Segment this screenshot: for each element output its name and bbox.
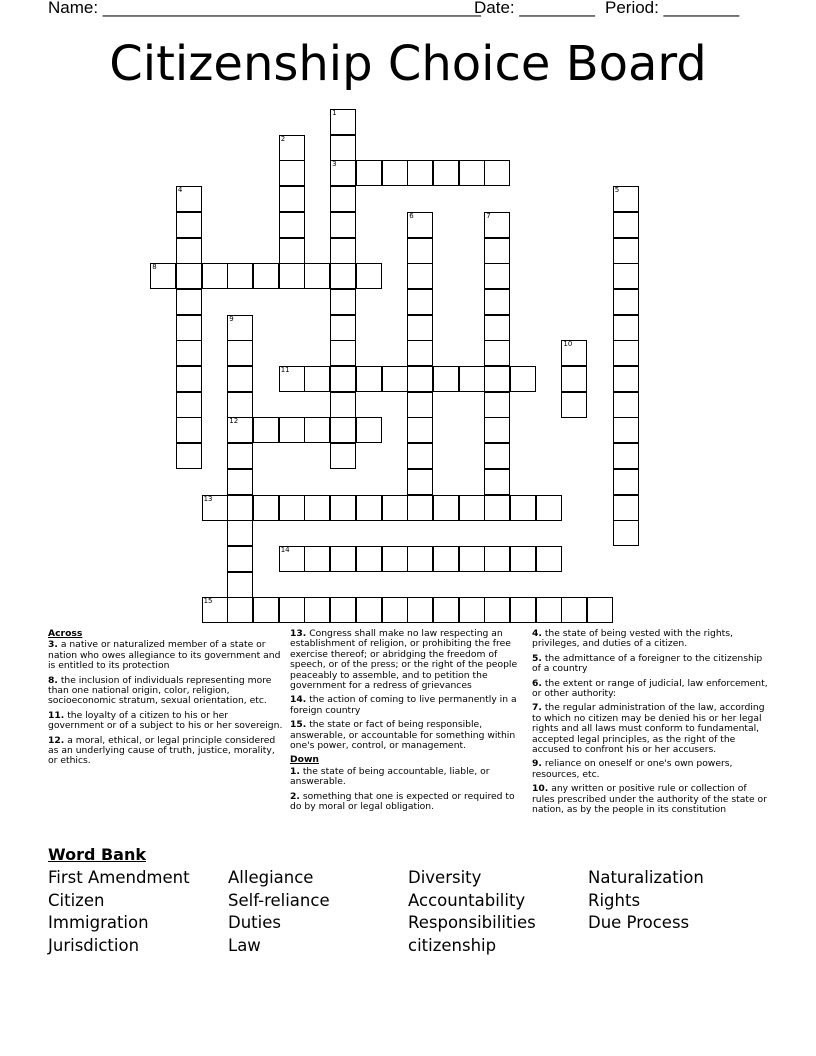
word-bank-item: Self-reliance — [228, 890, 330, 910]
crossword-cell[interactable] — [279, 160, 305, 186]
crossword-cell[interactable] — [227, 443, 253, 469]
crossword-cell[interactable] — [613, 520, 639, 546]
crossword-cell[interactable] — [613, 263, 639, 289]
word-bank-item: Rights — [588, 890, 641, 910]
clue-text: the regular administration of the law, according to which no citizen may be denied his or her legal rights and all laws must conform to fundamental, accepted legal principles, as the right of the accused to confront his or her accusers. — [532, 702, 765, 756]
crossword-cell[interactable] — [382, 366, 408, 392]
clue-number: 8. — [48, 674, 58, 686]
crossword-cell[interactable] — [176, 392, 202, 418]
crossword-cell[interactable] — [279, 212, 305, 238]
crossword-cell[interactable] — [510, 597, 536, 623]
word-bank-column-2 — [228, 867, 330, 957]
crossword-cell[interactable] — [561, 597, 587, 623]
crossword-cell[interactable] — [484, 238, 510, 264]
clue-number: 15. — [290, 719, 307, 731]
crossword-cell[interactable] — [176, 238, 202, 264]
crossword-cell[interactable] — [279, 238, 305, 264]
crossword-cell[interactable] — [176, 186, 202, 212]
crossword-cell[interactable] — [279, 186, 305, 212]
word-bank-title: Word Bank — [48, 845, 147, 864]
crossword-cell[interactable] — [407, 315, 433, 341]
crossword-cell[interactable] — [459, 546, 485, 572]
crossword-cell[interactable] — [484, 315, 510, 341]
cell-number: 6 — [409, 211, 414, 220]
clue-text: reliance on oneself or one's own powers, resources, etc. — [532, 758, 733, 780]
clue-number: 11. — [48, 709, 65, 721]
clue-text: the inclusion of individuals representing more than one national origin, color, religion, socioeconomic stratum, sexual orientation, etc. — [48, 674, 272, 707]
clue-text: the admittance of a foreigner to the citizenship of a country — [532, 652, 763, 675]
cell-number: 4 — [177, 186, 183, 195]
crossword-cell[interactable] — [330, 238, 356, 264]
word-bank-item: Jurisdiction — [48, 935, 140, 955]
crossword-cell[interactable] — [330, 263, 356, 289]
crossword-cell[interactable] — [561, 340, 587, 366]
crossword-cell[interactable] — [407, 212, 433, 238]
clues-column-2 — [290, 629, 526, 817]
word-bank-item: Due Process — [588, 913, 690, 933]
name-field[interactable]: Name: ________________________________________ — [48, 0, 481, 17]
crossword-cell[interactable] — [356, 160, 382, 186]
crossword-cell[interactable] — [304, 597, 330, 623]
crossword-cell[interactable] — [227, 263, 253, 289]
clue-number: 9. — [532, 758, 542, 770]
crossword-cell[interactable] — [484, 160, 510, 186]
cell-number: 15 — [203, 597, 213, 606]
crossword-cell[interactable] — [227, 520, 253, 546]
clue-number: 1. — [290, 765, 300, 777]
crossword-cell[interactable] — [330, 443, 356, 469]
crossword-cell[interactable] — [407, 340, 433, 366]
crossword-cell[interactable] — [382, 160, 408, 186]
cell-number: 9 — [229, 314, 234, 323]
word-bank-item: Diversity — [408, 868, 482, 887]
cell-number: 14 — [280, 545, 290, 554]
crossword-cell[interactable] — [433, 597, 459, 623]
crossword-cell[interactable] — [330, 546, 356, 572]
crossword-cell[interactable] — [330, 597, 356, 623]
crossword-cell[interactable] — [407, 495, 433, 521]
clue-text: any written or positive rule or collection of rules prescribed under the authority of the state or nation, as by the people in its constitution — [532, 783, 767, 816]
crossword-cell[interactable] — [433, 546, 459, 572]
clue-number: 14. — [290, 694, 307, 706]
clue-down-1 — [290, 767, 526, 788]
crossword-cell[interactable] — [433, 160, 459, 186]
crossword-cell[interactable] — [330, 366, 356, 392]
crossword-cell[interactable] — [459, 160, 485, 186]
clue-number: 4. — [532, 628, 542, 639]
word-bank-item: citizenship — [408, 935, 497, 955]
cell-number: 7 — [486, 211, 491, 220]
clue-text: Congress shall make no law respecting an establishment of religion, or prohibiting the free exercise thereof; or abridging the freedom of speech, or of the press; or the right of the people peaceably to assemble, and to petition the government for a redress of grievances — [290, 628, 518, 692]
cell-number: 13 — [203, 494, 213, 503]
clue-down-7 — [532, 703, 768, 755]
cell-number: 10 — [563, 340, 573, 349]
crossword-cell[interactable] — [356, 597, 382, 623]
crossword-cell[interactable] — [613, 495, 639, 521]
crossword-cell[interactable] — [382, 597, 408, 623]
crossword-cell[interactable] — [382, 495, 408, 521]
clue-across-12 — [48, 736, 284, 767]
crossword-cell[interactable] — [613, 443, 639, 469]
crossword-cell[interactable] — [407, 160, 433, 186]
word-bank-item: Immigration — [48, 913, 149, 933]
crossword-cell[interactable] — [356, 495, 382, 521]
crossword-cell[interactable] — [536, 597, 562, 623]
crossword-cell[interactable] — [407, 366, 433, 392]
crossword-cell[interactable] — [330, 392, 356, 418]
crossword-cell[interactable] — [433, 495, 459, 521]
clues-column-1 — [48, 629, 284, 771]
crossword-cell[interactable] — [227, 597, 253, 623]
clue-text: a native or naturalized member of a state or nation who owes allegiance to its government and is entitled to its protection — [48, 639, 281, 672]
crossword-cell[interactable] — [330, 160, 356, 186]
clue-across-14 — [290, 695, 526, 716]
crossword-cell[interactable] — [613, 340, 639, 366]
crossword-cell[interactable] — [484, 263, 510, 289]
crossword-cell[interactable] — [561, 392, 587, 418]
crossword-cell[interactable] — [484, 417, 510, 443]
clue-text: the state of being vested with the rights, privileges, and duties of a citizen. — [532, 628, 733, 650]
date-field[interactable]: Date: ________ — [474, 0, 595, 17]
crossword-cell[interactable] — [304, 417, 330, 443]
crossword-cell[interactable] — [484, 495, 510, 521]
clue-number: 10. — [532, 783, 549, 795]
crossword-cell[interactable] — [510, 546, 536, 572]
cell-number: 1 — [332, 109, 337, 117]
clue-text: the extent or range of judicial, law enforcement, or other authority: — [532, 677, 768, 700]
crossword-cell[interactable] — [330, 186, 356, 212]
crossword-cell[interactable] — [433, 366, 459, 392]
crossword-cell[interactable] — [279, 366, 305, 392]
crossword-cell[interactable] — [613, 212, 639, 238]
crossword-cell[interactable] — [253, 597, 279, 623]
clue-text: the loyalty of a citizen to his or her government or of a subject to his or her sovereign. — [48, 709, 283, 732]
cell-number: 11 — [280, 366, 290, 374]
crossword-cell[interactable] — [227, 392, 253, 418]
clue-down-6 — [532, 679, 768, 700]
crossword-cell[interactable] — [613, 186, 639, 212]
clue-across-8 — [48, 676, 284, 707]
crossword-cell[interactable] — [279, 546, 305, 572]
crossword-cell[interactable] — [587, 597, 613, 623]
crossword-cell[interactable] — [484, 212, 510, 238]
crossword-cell[interactable] — [176, 289, 202, 315]
crossword-cell[interactable] — [176, 366, 202, 392]
crossword-cell[interactable] — [356, 263, 382, 289]
crossword-cell[interactable] — [407, 443, 433, 469]
crossword-cell[interactable] — [330, 212, 356, 238]
across-heading: Across — [48, 628, 83, 639]
cell-number: 8 — [152, 263, 157, 272]
clue-text: the action of coming to live permanently in a foreign country — [290, 694, 517, 716]
crossword-cell[interactable] — [304, 366, 330, 392]
crossword-cell[interactable] — [613, 392, 639, 418]
crossword-cell[interactable] — [407, 546, 433, 572]
crossword-cell[interactable] — [613, 469, 639, 495]
crossword-cell[interactable] — [176, 443, 202, 469]
crossword-cell[interactable] — [536, 495, 562, 521]
crossword-cell[interactable] — [484, 340, 510, 366]
crossword-cell[interactable] — [304, 263, 330, 289]
crossword-cell[interactable] — [356, 546, 382, 572]
clue-across-13 — [290, 629, 526, 691]
cell-number: 12 — [229, 417, 239, 426]
word-bank-item: Law — [228, 935, 261, 955]
crossword-cell[interactable] — [613, 417, 639, 443]
clue-number: 13. — [290, 628, 307, 639]
crossword-cell[interactable] — [484, 469, 510, 495]
crossword-cell[interactable] — [330, 417, 356, 443]
crossword-cell[interactable] — [536, 546, 562, 572]
crossword-cell[interactable] — [330, 495, 356, 521]
period-field[interactable]: Period: ________ — [605, 0, 740, 17]
word-bank-item: Allegiance — [228, 868, 314, 887]
crossword-cell[interactable] — [253, 417, 279, 443]
crossword-cell[interactable] — [613, 366, 639, 392]
crossword-cell[interactable] — [407, 392, 433, 418]
crossword-cell[interactable] — [330, 340, 356, 366]
crossword-cell[interactable] — [484, 392, 510, 418]
crossword-cell[interactable] — [407, 597, 433, 623]
clue-number: 5. — [532, 652, 542, 664]
crossword-cell[interactable] — [279, 597, 305, 623]
clue-across-3 — [48, 640, 284, 671]
word-bank-item: Responsibilities — [408, 913, 536, 933]
cell-number: 3 — [332, 160, 337, 169]
clue-text: the state of being accountable, liable, or answerable. — [290, 765, 490, 788]
crossword-cell[interactable] — [176, 417, 202, 443]
crossword-cell[interactable] — [304, 546, 330, 572]
crossword-cell[interactable] — [176, 263, 202, 289]
crossword-cell[interactable] — [227, 495, 253, 521]
crossword-cell[interactable] — [459, 366, 485, 392]
clue-across-11 — [48, 711, 284, 732]
crossword-cell[interactable] — [202, 263, 228, 289]
crossword-cell[interactable] — [459, 495, 485, 521]
clue-number: 6. — [532, 677, 542, 689]
crossword-cell[interactable] — [330, 109, 356, 135]
crossword-cell[interactable] — [330, 289, 356, 315]
clue-down-9 — [532, 759, 768, 780]
crossword-cell[interactable] — [253, 263, 279, 289]
cell-number: 2 — [280, 134, 286, 143]
crossword-cell[interactable] — [279, 495, 305, 521]
crossword-cell[interactable] — [484, 366, 510, 392]
crossword-cell[interactable] — [382, 546, 408, 572]
word-bank-item: Naturalization — [588, 868, 704, 887]
crossword-cell[interactable] — [330, 315, 356, 341]
clue-down-2 — [290, 792, 526, 813]
crossword-cell[interactable] — [561, 366, 587, 392]
crossword-cell[interactable] — [484, 597, 510, 623]
crossword-cell[interactable] — [176, 212, 202, 238]
word-bank-item: Accountability — [408, 890, 526, 910]
crossword-cell[interactable] — [407, 417, 433, 443]
word-bank-item: Duties — [228, 913, 281, 933]
word-bank-item: Citizen — [48, 890, 105, 910]
crossword-cell[interactable] — [227, 315, 253, 341]
crossword-cell[interactable] — [510, 366, 536, 392]
crossword-cell[interactable] — [304, 495, 330, 521]
clue-text: the state or fact of being responsible, answerable, or accountable for something within one's power, control, or management. — [290, 719, 516, 752]
cell-number: 5 — [614, 186, 620, 195]
word-bank-column-4 — [588, 867, 704, 935]
crossword-cell[interactable] — [176, 315, 202, 341]
crossword-cell[interactable] — [227, 366, 253, 392]
word-bank-item: First Amendment — [48, 868, 190, 887]
crossword-cell[interactable] — [407, 469, 433, 495]
word-bank-column-3 — [408, 867, 536, 957]
crossword-cell[interactable] — [510, 495, 536, 521]
clue-text: something that one is expected or required to do by moral or legal obligation. — [290, 790, 515, 813]
clue-down-4 — [532, 629, 768, 650]
clues-column-3 — [532, 629, 768, 820]
clue-down-5 — [532, 654, 768, 675]
word-bank-column-1 — [48, 867, 190, 957]
crossword-cell[interactable] — [484, 443, 510, 469]
crossword-cell[interactable] — [613, 315, 639, 341]
crossword-cell[interactable] — [202, 597, 228, 623]
crossword-cell[interactable] — [484, 289, 510, 315]
clue-number: 12. — [48, 734, 65, 746]
crossword-cell[interactable] — [330, 135, 356, 161]
crossword-cell[interactable] — [150, 263, 176, 289]
crossword-cell[interactable] — [176, 340, 202, 366]
clue-across-15 — [290, 720, 526, 751]
crossword-cell[interactable] — [356, 417, 382, 443]
crossword-cell[interactable] — [407, 238, 433, 264]
crossword-cell[interactable] — [407, 263, 433, 289]
clue-number: 3. — [48, 639, 58, 651]
crossword-cell[interactable] — [253, 495, 279, 521]
crossword-cell[interactable] — [356, 366, 382, 392]
crossword-cell[interactable] — [279, 135, 305, 161]
crossword-cell[interactable] — [407, 289, 433, 315]
crossword-cell[interactable] — [279, 417, 305, 443]
crossword-cell[interactable] — [202, 495, 228, 521]
crossword-cell[interactable] — [227, 340, 253, 366]
crossword-cell[interactable] — [227, 546, 253, 572]
crossword-cell[interactable] — [227, 572, 253, 598]
crossword-cell[interactable] — [227, 469, 253, 495]
crossword-cell[interactable] — [227, 417, 253, 443]
crossword-cell[interactable] — [613, 289, 639, 315]
crossword-cell[interactable] — [613, 238, 639, 264]
crossword-cell[interactable] — [279, 263, 305, 289]
page-title: Citizenship Choice Board — [109, 36, 707, 92]
clue-text: a moral, ethical, or legal principle considered as an underlying cause of truth, justice, morality, or ethics. — [48, 734, 276, 767]
clue-number: 7. — [532, 702, 542, 714]
crossword-cell[interactable] — [484, 546, 510, 572]
clue-number: 2. — [290, 790, 300, 802]
clue-down-10 — [532, 784, 768, 815]
down-heading: Down — [290, 754, 319, 766]
crossword-cell[interactable] — [459, 597, 485, 623]
